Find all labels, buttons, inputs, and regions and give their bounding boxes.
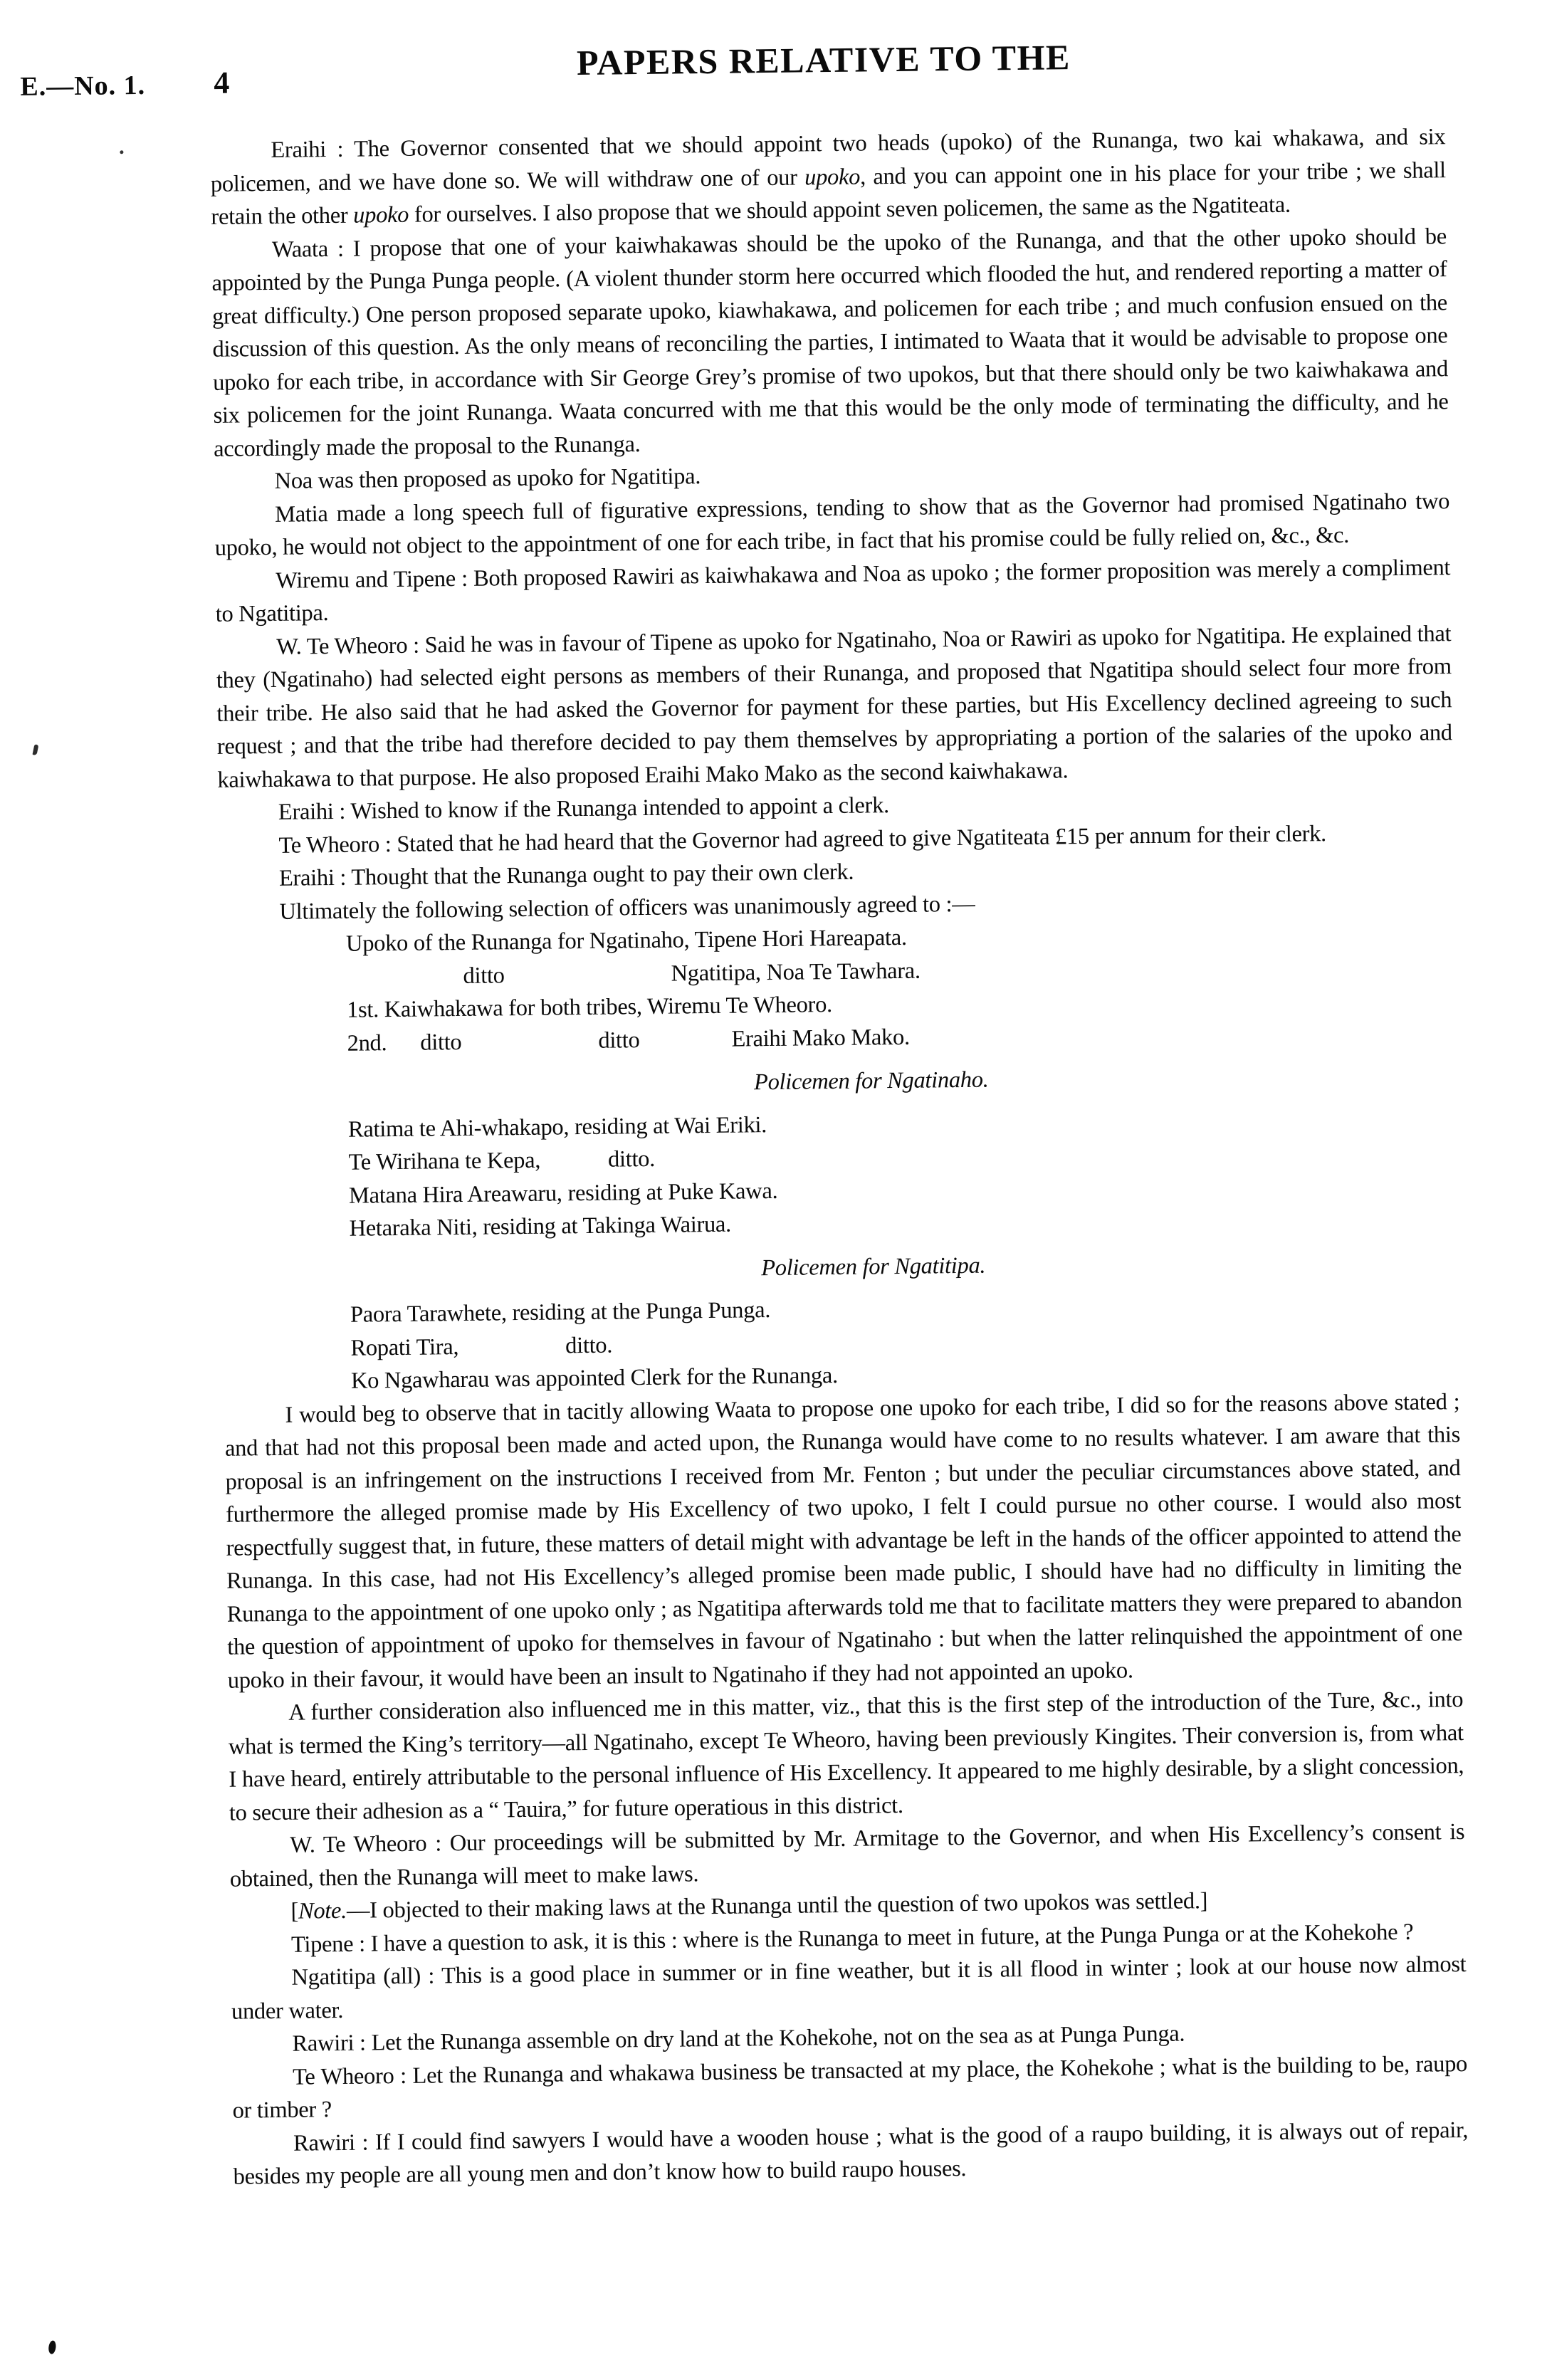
paragraph-ultimately: Ultimately the following selection of officers was unanimously agreed to :—: [279, 891, 975, 925]
policemen-ngatitipa-list: [350, 1286, 1459, 1398]
paragraph-te-wheoro-stated: Te Wheoro : Stated that he had heard that the Governor had agreed to give Ngatiteata £15 per annum for their clerk.: [278, 820, 1327, 859]
ink-mark: [33, 744, 39, 755]
ink-mark: [48, 2340, 56, 2354]
paragraph-eraihi-thought: Eraihi : Thought that the Runanga ought to pay their own clerk.: [278, 859, 854, 891]
paragraph-observe-remarks: I would beg to observe that in tacitly allowing Waata to propose one upoko for each tribe, I did so for the reasons above stated ; and that had not this proposal been made and acted upon, the Runanga would have come to no results whatever. I am aware that this proposal is an infringement on the instructions I received from Mr. Fenton ; but under the peculiar circumstances above stated, and furthermore the alleged promise made by His Excellency of two upoko, I felt I could pursue no other course. I would also most respectfully suggest that, in future, these matters of detail might with advantage be left in the hands of the officer appointed to attend the Runanga. In this case, had not His Excellency’s alleged promise been made public, I should have had no difficulty in limiting the Runanga to the appointment of one upoko only ; as Ngatitipa afterwards told me that to facilitate matters they were prepared to abandon the question of appointment of upoko for themselves in favour of Ngatinaho : but when the latter relinquished the appointment of one upoko in their favour, it would have been an insult to Ngatinaho if they had not appointed an upoko.: [224, 1388, 1463, 1694]
ditto-mark: ditto.: [565, 1332, 613, 1358]
paragraph-te-wheoro-kohekohe: Te Wheoro : Let the Runanga and whakawa business be transacted at my place, the Kohekohe ; what is the building to be, raupo or timber ?: [232, 2050, 1468, 2124]
text-segment: —I objected to their making laws at the Runanga until the question of two upokos was settled.]: [346, 1888, 1208, 1924]
policeman-entry: Te Wirihana te Kepa,: [348, 1147, 541, 1175]
officer-entry: 1st. Kaiwhakawa for both tribes, Wiremu Te Wheoro.: [346, 992, 833, 1023]
paragraph-eraihi-governor: [210, 120, 1446, 234]
italic-term-upoko: upoko: [804, 164, 861, 190]
ordinal-label: 2nd.: [347, 1029, 387, 1057]
text-segment: [: [290, 1898, 299, 1924]
text-segment: for ourselves. I also propose that we should appoint seven policemen, the same as the Ngatiteata.: [408, 192, 1291, 228]
policeman-entry: Ratima te Ahi-whakapo, residing at Wai Eriki.: [347, 1111, 767, 1143]
ditto-mark: ditto.: [607, 1146, 656, 1173]
policemen-ngatinaho-heading: Policemen for Ngatinaho.: [753, 1066, 989, 1096]
document-reference: E.—No. 1.: [20, 70, 146, 102]
text-segment: Eraihi : The Governor consented that we should appoint two heads (upoko) of the Runanga, two kai whakawa, and six policemen, and we have done so. We will withdraw one of our: [210, 124, 1446, 197]
paragraph-wiremu-tipene: Wiremu and Tipene : Both proposed Rawiri as kaiwhakawa and Noa as upoko ; the former proposition was merely a compliment to Ngatitipa.: [215, 554, 1451, 627]
body-text: [210, 120, 1469, 2193]
officer-entry: Ngatitipa, Noa Te Tawhara.: [671, 958, 921, 987]
policemen-ngatitipa-heading: Policemen for Ngatitipa.: [761, 1252, 986, 1281]
ditto-mark: ditto: [463, 962, 505, 989]
paragraph-waata-proposal: Waata : I propose that one of your kaiwhakawas should be the upoko of the Runanga, and that the other upoko should be appointed by the Punga Punga people. (A violent thunder storm here occurred which flooded the hut, and rendered reporting a matter of great difficulty.) One person proposed separate upoko, kiawhakawa, and policemen for each tribe ; and much confusion ensued on the discussion of this question. As the only means of reconciling the parties, I intimated to Waata that it would be advisable to propose one upoko for each tribe, in accordance with Sir George Grey’s promise of two upokos, but that there should only be two kaiwhakawa and six policemen for the joint Runanga. Waata concurred with me that this would be the only mode of terminating the difficulty, and he accordingly made the proposal to the Runanga.: [211, 223, 1449, 462]
paragraph-te-wheoro-proceedings: W. Te Wheoro : Our proceedings will be submitted by Mr. Armitage to the Governor, and when His Excellency’s consent is obtained, then the Runanga will meet to make laws.: [229, 1819, 1465, 1892]
paragraph-rawiri-sawyers: Rawiri : If I could find sawyers I would have a wooden house ; what is the good of a raupo building, it is always out of repair, besides my people are all young men and don’t know how to build raupo houses.: [233, 2117, 1469, 2190]
paragraph-eraihi-clerk-question: Eraihi : Wished to know if the Runanga intended to appoint a clerk.: [278, 792, 890, 825]
ink-mark: [120, 150, 123, 154]
clerk-entry: Ko Ngawharau was appointed Clerk for the Runanga.: [350, 1362, 839, 1394]
policeman-entry: Paora Tarawhete, residing at the Punga Punga.: [350, 1297, 771, 1328]
policeman-entry: Ropati Tira,: [350, 1333, 459, 1361]
italic-term-note: Note.: [298, 1897, 347, 1924]
paragraph-te-wheoro-said: W. Te Wheoro : Said he was in favour of Tipene as upoko for Ngatinaho, Noa or Rawiri as upoko for Ngatitipa. He explained that they (Ngatinaho) had selected eight persons as members of their Runanga, and proposed that Ngatitipa should select four more from their tribe. He also said that he had asked the Governor for payment for these parties, but His Excellency declined agreeing to such request ; and that the tribe had therefore decided to pay them themselves by appropriating a portion of the salaries of the upoko and kaiwhakawa to that purpose. He also proposed Eraihi Mako Mako as the second kaiwhakawa.: [216, 620, 1452, 793]
paragraph-tipene-question: Tipene : I have a question to ask, it is this : where is the Runanga to meet in future, at the Punga Punga or at the Kohekohe ?: [290, 1919, 1414, 1958]
paragraph-matia-speech: Matia made a long speech full of figurative expressions, tending to show that as the Governor had promised Ngatinaho two upoko, he would not object to the appointment of one for each tribe, in fact that his promise could be fully relied on, &c., &c.: [214, 488, 1450, 561]
text-segment: , and you can appoint one in his place for your tribe ; we shall retain the other: [211, 157, 1446, 230]
italic-term-upoko: upoko: [352, 201, 409, 229]
ditto-mark: ditto: [598, 1027, 640, 1054]
policemen-ngatinaho-list: [348, 1101, 1458, 1246]
ditto-mark: ditto: [420, 1029, 462, 1056]
paragraph-further-consideration: A further consideration also influenced me in this matter, viz., that this is the first step of the introduction of the Ture, &c., into what is termed the King’s territory—all Ngatinaho, except Te Wheoro, having been previously Kingites. Their conversion is, from what I have heard, entirely attributable to the personal influence of His Excellency. It appeared to me highly desirable, by a slight concession, to secure their adhesion as a “ Tauira,” for future operatious in this district.: [228, 1687, 1464, 1826]
running-title: PAPERS RELATIVE TO THE: [576, 37, 1071, 83]
policeman-entry: Hetaraka Niti, residing at Takinga Wairua.: [349, 1211, 732, 1242]
officers-list: [346, 915, 1456, 1060]
policeman-entry: Matana Hira Areawaru, residing at Puke Kawa.: [348, 1178, 778, 1209]
paragraph-ngatitipa-all: Ngatitipa (all) : This is a good place in summer or in fine weather, but it is all flood in winter ; look at our house now almost under water.: [231, 1951, 1467, 2025]
officer-entry: Eraihi Mako Mako.: [731, 1024, 910, 1052]
paragraph-noa-proposed: Noa was then proposed as upoko for Ngatitipa.: [274, 463, 701, 494]
paragraph-rawiri-dry-land: Rawiri : Let the Runanga assemble on dry land at the Kohekohe, not on the sea as at Punga Punga.: [292, 2020, 1185, 2057]
officer-entry: Upoko of the Runanga for Ngatinaho, Tipene Hori Hareapata.: [345, 924, 907, 957]
page-number: 4: [214, 65, 230, 100]
